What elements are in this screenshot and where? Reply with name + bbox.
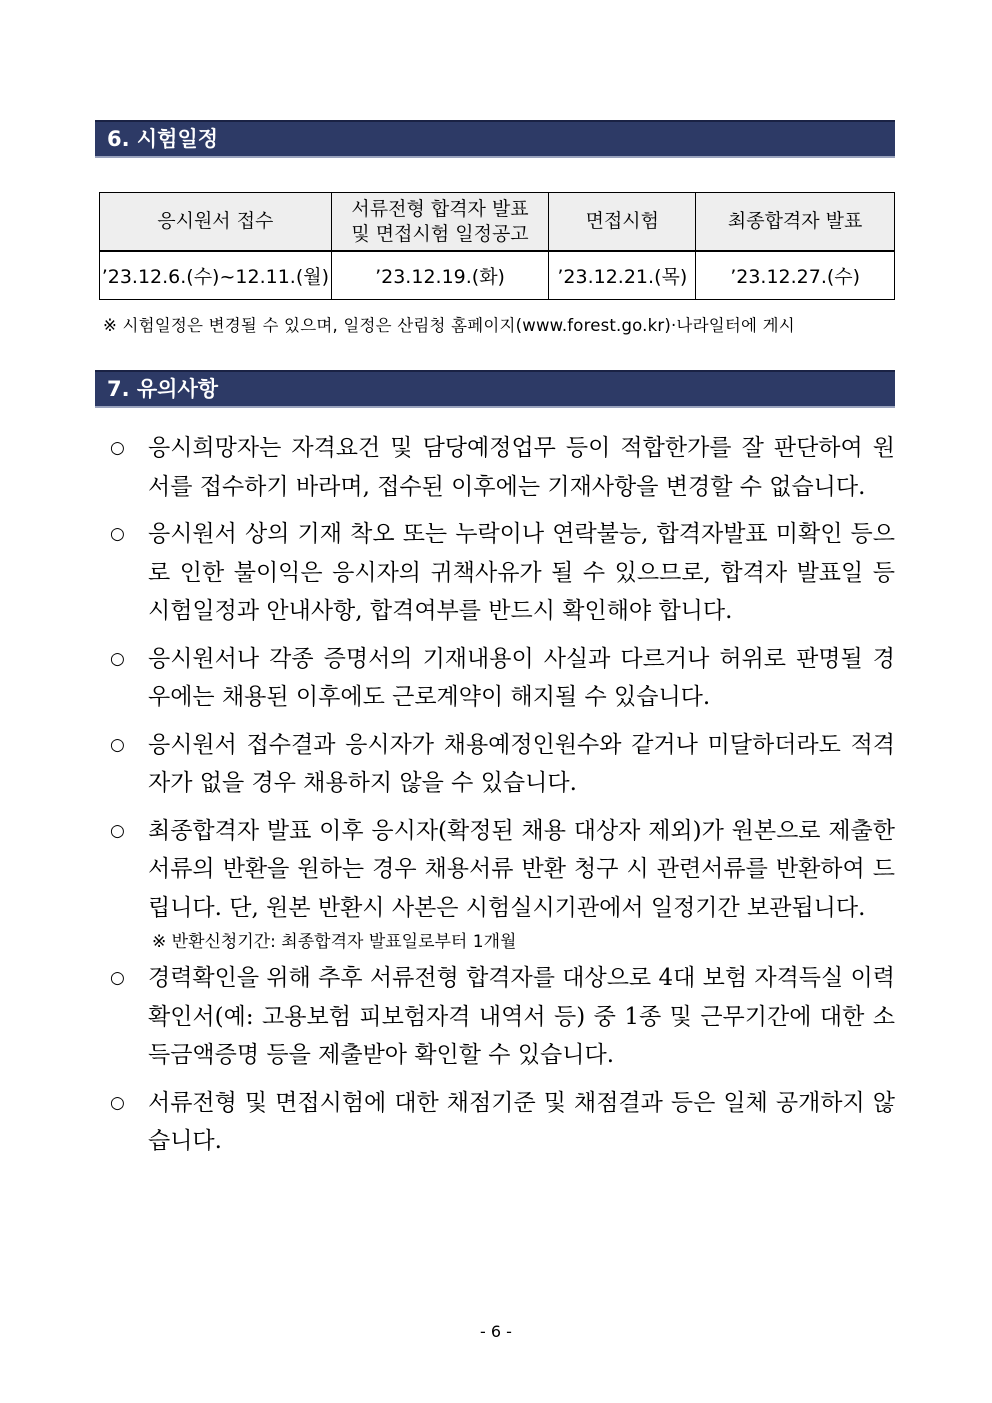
schedule-header-row [100,193,895,252]
notice-text: 응시희망자는 자격요건 및 담당예정업무 등이 적합한가를 잘 판단하여 원서를 접수하기 바라며, 접수된 이후에는 기재사항을 변경할 수 없습니다. [148,435,895,500]
schedule-note: ※ 시험일정은 변경될 수 있으며, 일정은 산림청 홈페이지(www.forest.go.kr)·나라일터에 게시 [103,316,795,335]
section-6-title: 6. 시험일정 [107,127,219,151]
list-item [110,515,895,631]
bullet-circle-icon: ○ [110,524,125,544]
header-application: 응시원서 접수 [100,193,332,252]
notice-list [110,429,895,1170]
list-item [110,640,895,717]
date-document-result: ’23.12.19.(화) [331,251,549,300]
exam-schedule-table [99,192,895,300]
list-item [110,959,895,1075]
notice-text: 응시원서 접수결과 응시자가 채용예정인원수와 같거나 미달하더라도 적격자가 없을 경우 채용하지 않을 수 있습니다. [148,731,895,796]
bullet-circle-icon: ○ [110,968,125,988]
notice-text: 경력확인을 위해 추후 서류전형 합격자를 대상으로 4대 보험 자격득실 이력확인서(예: 고용보험 피보험자격 내역서 등) 중 1종 및 근무기간에 대한 소득금액증명 등을 제출받아 확인할 수 있습니다. [148,965,895,1068]
list-item [110,1084,895,1161]
schedule-date-row [100,251,895,300]
page-number: - 6 - [480,1322,512,1341]
date-interview: ’23.12.21.(목) [549,251,696,300]
header-final-result: 최종합격자 발표 [696,193,895,252]
bullet-circle-icon: ○ [110,820,125,841]
bullet-circle-icon: ○ [110,438,125,458]
notice-text: 응시원서 상의 기재 착오 또는 누락이나 연락불능, 합격자발표 미확인 등으로 인한 불이익은 응시자의 귀책사유가 될 수 있으므로, 합격자 발표일 등 시험일정과 안내사항, 합격여부를 반드시 확인해야 합니다. [148,521,895,624]
bullet-circle-icon: ○ [110,734,125,755]
return-period-note: ※ 반환신청기간: 최종합격자 발표일로부터 1개월 [152,932,517,952]
notice-text: 응시원서나 각종 증명서의 기재내용이 사실과 다르거나 허위로 판명될 경우에는 채용된 이후에도 근로계약이 해지될 수 있습니다. [148,645,895,710]
section-7-header [95,370,895,408]
section-7-title: 7. 유의사항 [107,377,219,401]
list-item [110,429,895,506]
list-item [110,812,895,958]
bullet-circle-icon: ○ [110,648,125,669]
bullet-circle-icon: ○ [110,1092,125,1113]
header-interview: 면접시험 [549,193,696,252]
date-final-result: ’23.12.27.(수) [696,251,895,300]
notice-text: 최종합격자 발표 이후 응시자(확정된 채용 대상자 제외)가 원본으로 제출한 서류의 반환을 원하는 경우 채용서류 반환 청구 시 관련서류를 반환하여 드립니다. 단, 원본 반환시 사본은 시험실시기관에서 일정기간 보관됩니다. [148,817,895,921]
header-document-result [331,193,549,252]
date-application: ’23.12.6.(수)~12.11.(월) [100,251,332,300]
section-6-header [95,120,895,158]
notice-text: 서류전형 및 면접시험에 대한 채점기준 및 채점결과 등은 일체 공개하지 않습니다. [148,1089,895,1154]
header-document-result-text: 서류전형 합격자 발표 및 면접시험 일정공고 [351,197,529,245]
list-item [110,726,895,803]
